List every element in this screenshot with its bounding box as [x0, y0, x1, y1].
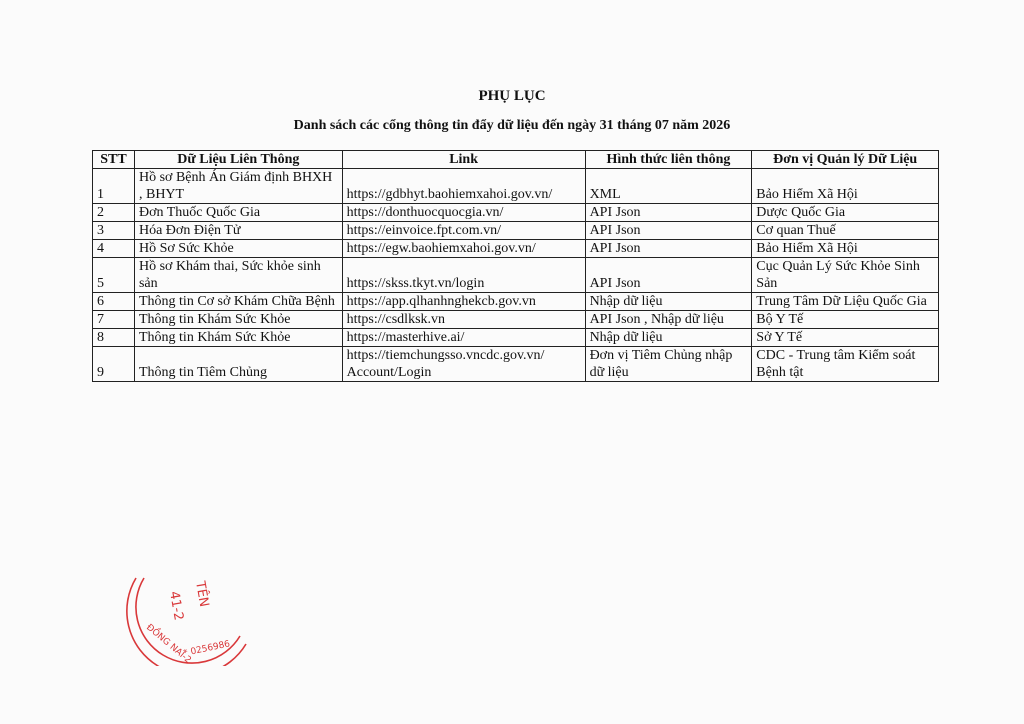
cell-org: Dược Quốc Gia	[752, 204, 939, 222]
svg-text:* 0256986: * 0256986	[182, 639, 232, 659]
cell-link: https://skss.tkyt.vn/login	[342, 258, 585, 293]
svg-text:ĐỒNG NAI-2: ĐỒNG NAI-2	[144, 622, 193, 666]
table-header-row	[93, 151, 939, 169]
cell-link: https://einvoice.fpt.com.vn/	[342, 222, 585, 240]
table-row	[93, 240, 939, 258]
header-org: Đơn vị Quản lý Dữ Liệu	[752, 151, 939, 169]
header-stt: STT	[93, 151, 135, 169]
cell-org: Bộ Y Tế	[752, 311, 939, 329]
cell-data: Thông tin Khám Sức Khỏe	[134, 329, 342, 347]
cell-org: Trung Tâm Dữ Liệu Quốc Gia	[752, 293, 939, 311]
cell-form: API Json	[585, 240, 752, 258]
cell-form: Nhập dữ liệu	[585, 293, 752, 311]
cell-link: https://tiemchungsso.vncdc.gov.vn/ Account/Login	[342, 347, 585, 382]
cell-stt: 9	[93, 347, 135, 382]
cell-stt: 4	[93, 240, 135, 258]
cell-form: API Json	[585, 258, 752, 293]
cell-link: https://masterhive.ai/	[342, 329, 585, 347]
seal-graphic	[118, 566, 258, 666]
cell-form: XML	[585, 169, 752, 204]
page-subtitle: Danh sách các cổng thông tin đẩy dữ liệu đến ngày 31 tháng 07 năm 2026	[293, 118, 731, 133]
cell-data: Đơn Thuốc Quốc Gia	[134, 204, 342, 222]
cell-data: Thông tin Tiêm Chủng	[134, 347, 342, 382]
header-form: Hình thức liên thông	[585, 151, 752, 169]
cell-stt: 7	[93, 311, 135, 329]
table-row	[93, 347, 939, 382]
cell-link: https://donthuocquocgia.vn/	[342, 204, 585, 222]
page-title: PHỤ LỤC	[478, 88, 546, 104]
cell-data: Hồ sơ Khám thai, Sức khỏe sinh sản	[134, 258, 342, 293]
table-row	[93, 204, 939, 222]
cell-org: Sở Y Tế	[752, 329, 939, 347]
cell-data: Hồ sơ Bệnh Án Giám định BHXH , BHYT	[134, 169, 342, 204]
portal-table	[92, 150, 939, 382]
cell-form: Nhập dữ liệu	[585, 329, 752, 347]
cell-data: Hồ Sơ Sức Khỏe	[134, 240, 342, 258]
table-row	[93, 293, 939, 311]
cell-stt: 6	[93, 293, 135, 311]
cell-data: Thông tin Cơ sở Khám Chữa Bệnh	[134, 293, 342, 311]
svg-text:41-2: 41-2	[166, 590, 186, 622]
svg-text:TÊN: TÊN	[192, 580, 212, 609]
cell-org: Cục Quản Lý Sức Khỏe Sinh Sản	[752, 258, 939, 293]
table-row	[93, 311, 939, 329]
cell-link: https://app.qlhanhnghekcb.gov.vn	[342, 293, 585, 311]
cell-link: https://egw.baohiemxahoi.gov.vn/	[342, 240, 585, 258]
red-round-seal-icon	[118, 566, 258, 666]
table-row	[93, 329, 939, 347]
table-row	[93, 258, 939, 293]
cell-org: Bảo Hiểm Xã Hội	[752, 240, 939, 258]
table-row	[93, 222, 939, 240]
cell-link: https://csdlksk.vn	[342, 311, 585, 329]
cell-form: API Json	[585, 204, 752, 222]
cell-org: Cơ quan Thuế	[752, 222, 939, 240]
cell-form: Đơn vị Tiêm Chủng nhập dữ liệu	[585, 347, 752, 382]
cell-stt: 2	[93, 204, 135, 222]
cell-form: API Json	[585, 222, 752, 240]
cell-form: API Json , Nhập dữ liệu	[585, 311, 752, 329]
cell-org: Bảo Hiểm Xã Hội	[752, 169, 939, 204]
cell-link: https://gdbhyt.baohiemxahoi.gov.vn/	[342, 169, 585, 204]
table-row	[93, 169, 939, 204]
cell-stt: 1	[93, 169, 135, 204]
cell-stt: 3	[93, 222, 135, 240]
cell-stt: 8	[93, 329, 135, 347]
cell-data: Hóa Đơn Điện Tử	[134, 222, 342, 240]
header-link: Link	[342, 151, 585, 169]
header-data: Dữ Liệu Liên Thông	[134, 151, 342, 169]
cell-data: Thông tin Khám Sức Khỏe	[134, 311, 342, 329]
cell-stt: 5	[93, 258, 135, 293]
cell-org: CDC - Trung tâm Kiểm soát Bệnh tật	[752, 347, 939, 382]
